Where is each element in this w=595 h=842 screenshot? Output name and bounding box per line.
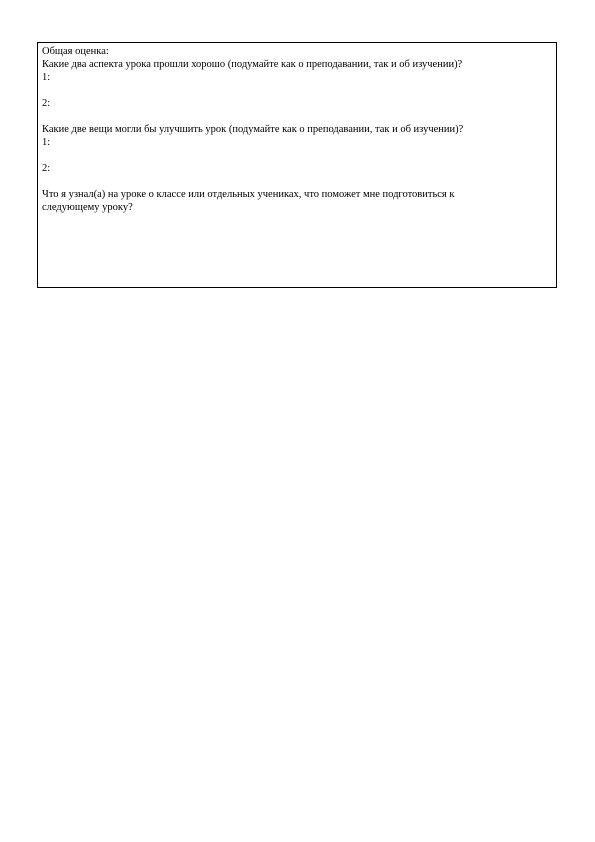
went-well-item-1: 1: [42, 72, 51, 83]
answer-space [42, 84, 552, 97]
went-well-item-2: 2: [42, 98, 51, 109]
question-improve: Какие две вещи могли бы улучшить урок (подумайте как о преподавании, так и об изучении)? [42, 124, 464, 135]
improve-item-1: 1: [42, 137, 51, 148]
question-went-well: Какие два аспекта урока прошли хорошо (подумайте как о преподавании, так и об изучении)? [42, 59, 463, 70]
lesson-reflection-box [37, 42, 557, 288]
answer-space [42, 175, 552, 188]
answer-space [42, 149, 552, 162]
improve-item-2: 2: [42, 163, 51, 174]
question-learned-about-class: Что я узнал(а) на уроке о классе или отдельных учениках, что поможет мне подготовиться к следующему уроку? [42, 189, 455, 213]
overall-assessment-heading: Общая оценка: [42, 46, 109, 57]
answer-space [42, 110, 552, 123]
